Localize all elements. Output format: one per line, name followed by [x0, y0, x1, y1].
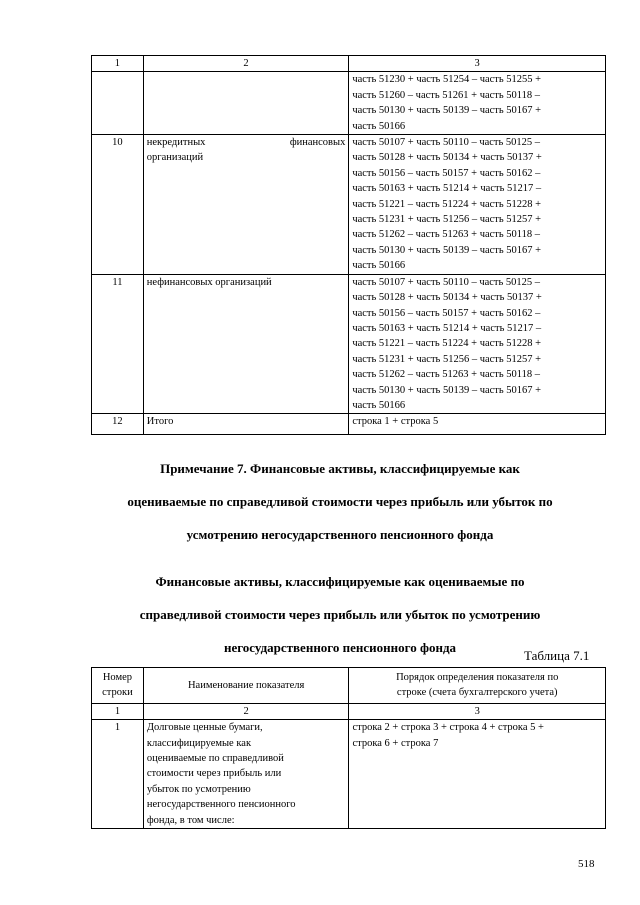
header-cell-1: 1 — [92, 56, 144, 72]
formula-line: часть 51231 + часть 51256 – часть 51257 + — [352, 214, 542, 226]
table-heading-line: справедливой стоимости через прибыль или убыток по усмотрению — [139, 607, 541, 622]
formula-line: строка 2 + строка 3 + строка 4 + строка 5 + — [352, 722, 544, 734]
name-line: Долговые ценные бумаги, — [146, 722, 263, 734]
header-cell-2: 2 — [143, 56, 349, 72]
header-cell-3: 3 — [349, 56, 606, 72]
table-label: Таблица 7.1 — [524, 648, 590, 663]
formula-line: часть 51262 – часть 51263 + часть 50118 – — [352, 369, 541, 381]
name-line: убыток по усмотрению — [146, 783, 251, 795]
name-line: стоимости через прибыль или — [146, 768, 282, 780]
header-cell-formula — [349, 668, 606, 704]
row-name — [143, 720, 349, 829]
formula-line: часть 50156 – часть 50157 + часть 50162 – — [352, 307, 541, 319]
formula-line: часть 50166 — [352, 260, 406, 272]
formula-line: часть 50130 + часть 50139 – часть 50167 + — [352, 105, 542, 117]
row-formula — [349, 414, 606, 435]
formula-line: часть 50166 — [352, 120, 406, 132]
table-heading-line: негосударственного пенсионного фонда — [223, 640, 457, 655]
formula-line: часть 50128 + часть 50134 + часть 50137 + — [352, 152, 542, 164]
row-number: 12 — [92, 414, 144, 435]
formula-line: часть 51230 + часть 51254 – часть 51255 + — [352, 74, 542, 86]
formula-line: часть 51262 – часть 51263 + часть 50118 – — [352, 229, 541, 241]
table-header-row — [92, 668, 606, 704]
formula-line: часть 51231 + часть 51256 – часть 51257 + — [352, 353, 542, 365]
number-cell-2: 2 — [143, 703, 349, 719]
row-name — [143, 72, 349, 135]
name-line: некредитных финансовых — [146, 137, 346, 149]
formula-line: часть 50128 + часть 50134 + часть 50137 + — [352, 292, 542, 304]
name-line: классифицируемые как — [146, 737, 252, 749]
formula-line: часть 51221 – часть 51224 + часть 51228 + — [352, 198, 542, 210]
table-row — [92, 720, 606, 829]
name-line: фонда, в том числе: — [146, 814, 235, 826]
name-line: негосударственного пенсионного — [146, 799, 296, 811]
formula-line: часть 51260 – часть 51261 + часть 50118 – — [352, 89, 541, 101]
row-formula — [349, 135, 606, 275]
row-number — [92, 72, 144, 135]
page-number: 518 — [578, 858, 595, 870]
table-row — [92, 72, 606, 135]
table-header-row — [92, 56, 606, 72]
row-name — [143, 414, 349, 435]
number-cell-3: 3 — [349, 703, 606, 719]
row-formula — [349, 720, 606, 829]
row-number: 11 — [92, 274, 144, 414]
header-line: строке (счета бухгалтерского учета) — [396, 687, 558, 699]
row-name — [143, 135, 349, 275]
header-line: Порядок определения показателя по — [396, 672, 559, 683]
name-line: нефинансовых организаций — [146, 276, 272, 288]
formula-line: часть 50163 + часть 51214 + часть 51217 – — [352, 183, 542, 195]
formula-line: часть 51221 – часть 51224 + часть 51228 + — [352, 338, 542, 350]
name-line: оцениваемые по справедливой — [146, 753, 284, 765]
table-row — [92, 274, 606, 414]
formula-line: часть 50107 + часть 50110 – часть 50125 – — [352, 276, 541, 288]
note-heading-line: усмотрению негосударственного пенсионного фонда — [186, 527, 494, 542]
table-heading-line: Финансовые активы, классифицируемые как оцениваемые по — [155, 574, 525, 589]
table-continuation — [91, 55, 606, 435]
formula-line: часть 50163 + часть 51214 + часть 51217 – — [352, 322, 542, 334]
table-row — [92, 414, 606, 435]
name-line: Итого — [146, 416, 174, 428]
formula-line: часть 50130 + часть 50139 – часть 50167 + — [352, 384, 542, 396]
number-cell-1: 1 — [92, 703, 144, 719]
row-name — [143, 274, 349, 414]
note-heading — [60, 452, 620, 551]
header-cell-name: Наименование показателя — [143, 668, 349, 704]
formula-line: часть 50156 – часть 50157 + часть 50162 – — [352, 167, 541, 179]
header-line: Номер — [102, 672, 133, 683]
table-7-1 — [91, 667, 606, 829]
formula-line: строка 6 + строка 7 — [352, 737, 439, 749]
formula-line: строка 1 + строка 5 — [352, 416, 439, 428]
formula-line: часть 50107 + часть 50110 – часть 50125 – — [352, 137, 541, 149]
row-number: 10 — [92, 135, 144, 275]
header-cell-number — [92, 668, 144, 704]
note-heading-line: оцениваемые по справедливой стоимости через прибыль или убыток по — [127, 494, 553, 509]
name-line: организаций — [146, 152, 204, 164]
row-formula — [349, 72, 606, 135]
table-row — [92, 135, 606, 275]
note-heading-line: Примечание 7. Финансовые активы, классифицируемые как — [160, 461, 520, 476]
table-number-row — [92, 703, 606, 719]
formula-line: часть 50166 — [352, 399, 406, 411]
header-line: строки — [102, 687, 133, 699]
formula-line: часть 50130 + часть 50139 – часть 50167 + — [352, 244, 542, 256]
row-number: 1 — [92, 720, 144, 829]
row-formula — [349, 274, 606, 414]
